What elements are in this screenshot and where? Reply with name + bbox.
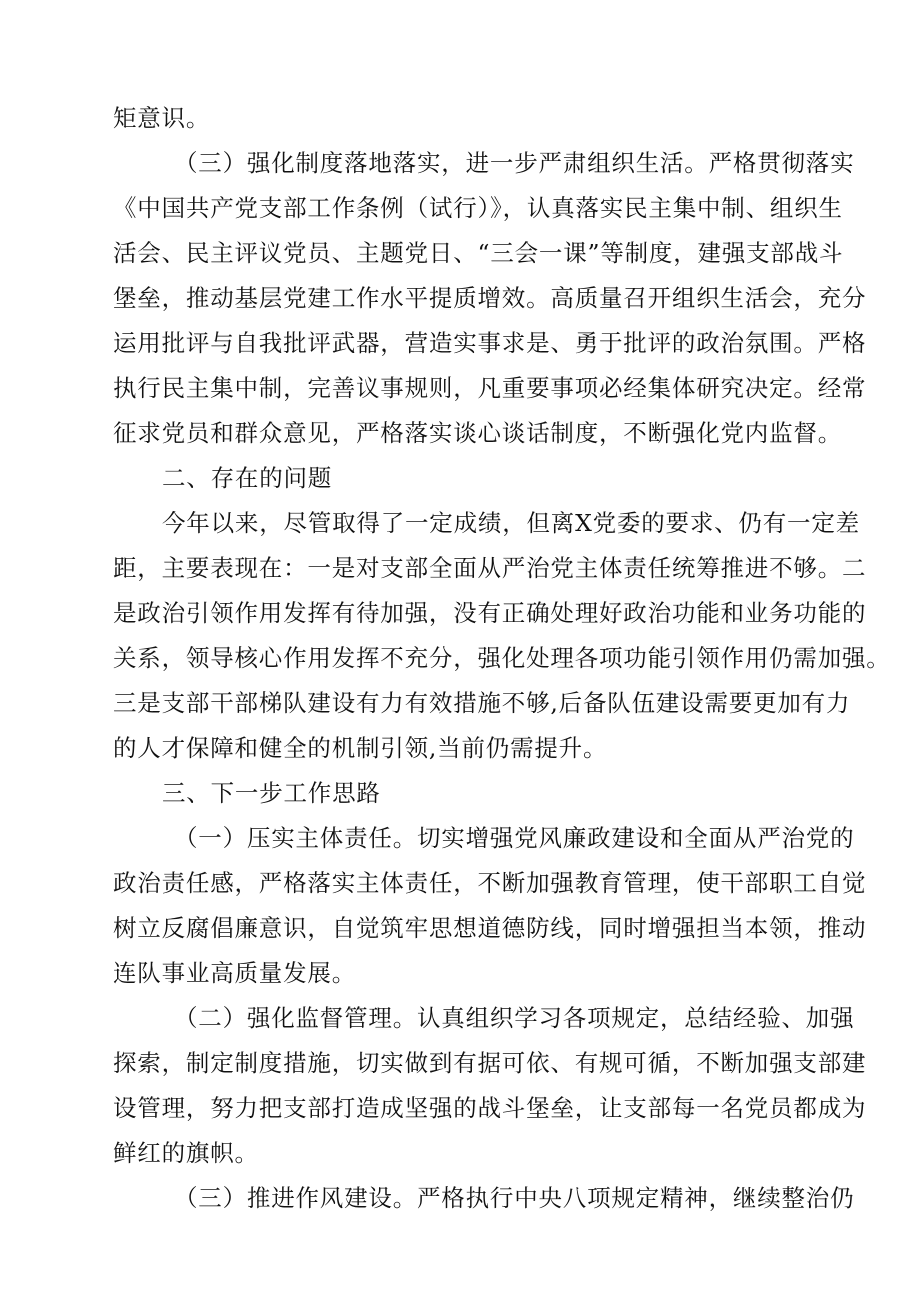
text-line: 关系，领导核心作用发挥不充分，强化处理各项功能引领作用仍需加强。 <box>113 644 891 672</box>
text-line: 是政治引领作用发挥有待加强，没有正确处理好政治功能和业务功能的 <box>113 599 867 627</box>
text-line: 三是支部干部梯队建设有力有效措施不够,后备队伍建设需要更加有力 <box>113 689 851 717</box>
text-line: 活会、民主评议党员、主题党日、“三会一课”等制度，建强支部战斗 <box>113 239 844 267</box>
text-line: 运用批评与自我批评武器，营造实事求是、勇于批评的政治氛围。严格 <box>113 329 867 357</box>
text-line: 鲜红的旗帜。 <box>113 1139 259 1167</box>
text-line: （二）强化监督管理。认真组织学习各项规定，总结经验、加强 <box>174 1004 855 1032</box>
text-line: （三）强化制度落地落实，进一步严肃组织生活。严格贯彻落实 <box>174 149 855 177</box>
text-line: 树立反腐倡廉意识，自觉筑牢思想道德防线，同时增强担当本领，推动 <box>113 914 867 942</box>
text-line: 矩意识。 <box>113 104 211 132</box>
text-line: 连队事业高质量发展。 <box>113 959 356 987</box>
section-heading: 三、下一步工作思路 <box>162 779 381 807</box>
text-line: （三）推进作风建设。严格执行中央八项规定精神，继续整治仍 <box>174 1184 855 1212</box>
text-line: （一）压实主体责任。切实增强党风廉政建设和全面从严治党的 <box>174 824 855 852</box>
text-line: 探索，制定制度措施，切实做到有据可依、有规可循，不断加强支部建 <box>113 1049 867 1077</box>
text-line: 堡垒，推动基层党建工作水平提质增效。高质量召开组织生活会，充分 <box>113 284 867 312</box>
text-line: 设管理，努力把支部打造成坚强的战斗堡垒，让支部每一名党员都成为 <box>113 1094 867 1122</box>
text-line: 《中国共产党支部工作条例（试行）》，认真落实民主集中制、组织生 <box>113 194 843 222</box>
text-line: 执行民主集中制，完善议事规则，凡重要事项必经集体研究决定。经常 <box>113 374 867 402</box>
section-heading: 二、存在的问题 <box>162 464 333 492</box>
text-line: 政治责任感，严格落实主体责任，不断加强教育管理，使干部职工自觉 <box>113 869 867 897</box>
text-line: 今年以来，尽管取得了一定成绩，但离X党委的要求、仍有一定差 <box>162 509 860 537</box>
text-line: 的人才保障和健全的机制引领,当前仍需提升。 <box>113 734 608 762</box>
text-line: 征求党员和群众意见，严格落实谈心谈话制度，不断强化党内监督。 <box>113 419 842 447</box>
text-line: 距，主要表现在：一是对支部全面从严治党主体责任统筹推进不够。二 <box>113 554 867 582</box>
